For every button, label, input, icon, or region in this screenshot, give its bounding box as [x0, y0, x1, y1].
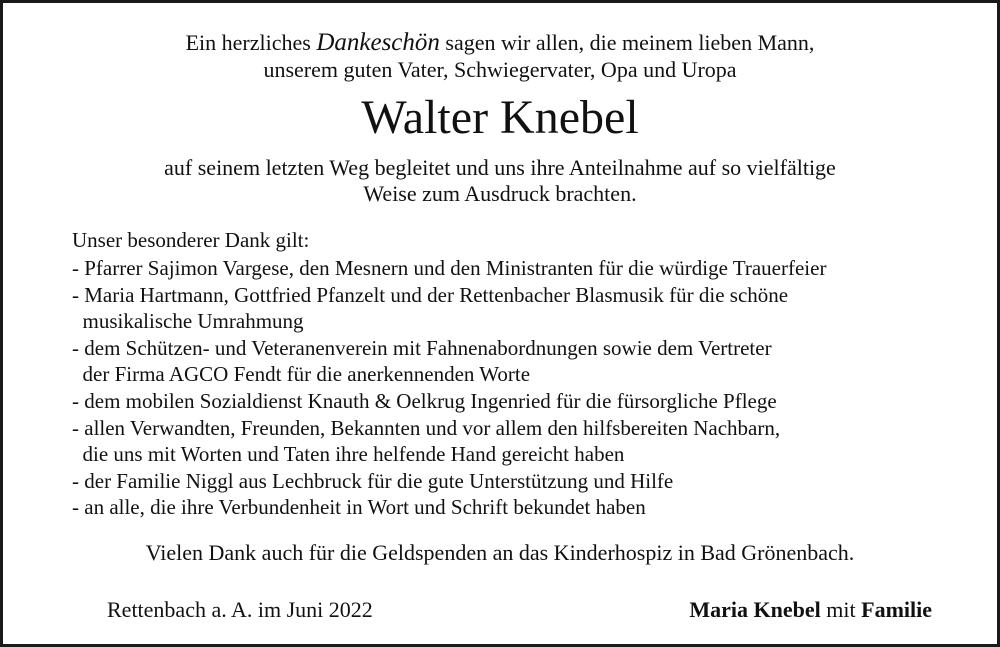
thanks-line: die uns mit Worten und Taten ihre helfende Hand gereicht haben — [72, 442, 625, 467]
after-name-line-1: auf seinem letzten Weg begleitet und uns ihre Anteilnahme auf so vielfältige — [164, 155, 836, 180]
place-date: Rettenbach a. A. im Juni 2022 — [107, 597, 373, 622]
after-name-line-2: Weise zum Ausdruck brachten. — [363, 181, 637, 206]
thanks-line: der Firma AGCO Fendt für die anerkennenden Worte — [72, 362, 531, 387]
signature — [689, 597, 932, 623]
thanks-line: - an alle, die ihre Verbundenheit in Wort und Schrift bekundet haben — [72, 495, 646, 520]
signature-family: Familie — [861, 597, 932, 622]
thanks-line: - Maria Hartmann, Gottfried Pfanzelt und der Rettenbacher Blasmusik für die schöne — [72, 282, 789, 307]
intro-text-end: sagen wir allen, die meinem lieben Mann, — [439, 30, 815, 55]
intro-line-1 — [0, 30, 1000, 56]
thanks-line: - Pfarrer Sajimon Vargese, den Mesnern und den Ministranten für die würdige Trauerfeier — [72, 256, 827, 280]
donation-note: Vielen Dank auch für die Geldspenden an das Kinderhospiz in Bad Grönenbach. — [145, 540, 855, 565]
thanks-line: musikalische Umrahmung — [72, 309, 304, 334]
thanks-line: - dem mobilen Sozialdienst Knauth & Oelkrug Ingenried für die fürsorgliche Pflege — [72, 389, 777, 413]
thanks-line: - der Familie Niggl aus Lechbruck für die gute Unterstützung und Hilfe — [72, 468, 674, 493]
signature-name: Maria Knebel — [689, 597, 821, 622]
thanks-heading: Unser besonderer Dank gilt: — [72, 228, 310, 252]
intro-text-start: Ein herzliches — [185, 30, 317, 55]
thanks-line: - allen Verwandten, Freunden, Bekannten und vor allem den hilfsbereiten Nachbarn, — [72, 415, 781, 440]
dankeschoen-emphasis: Dankeschön — [316, 29, 440, 56]
thanks-line: - dem Schützen- und Veteranenverein mit Fahnenabordnungen sowie dem Vertreter — [72, 335, 772, 360]
deceased-name: Walter Knebel — [361, 91, 639, 144]
signature-mit: mit — [820, 597, 862, 622]
intro-line-2: unserem guten Vater, Schwiegervater, Opa und Uropa — [263, 57, 737, 82]
